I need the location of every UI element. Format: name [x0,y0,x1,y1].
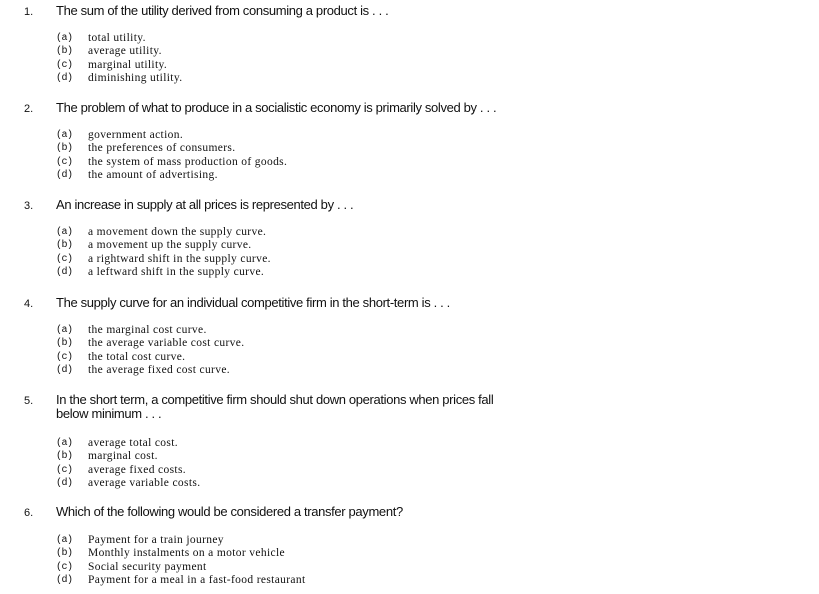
option-text: Payment for a meal in a fast-food restaurant [88,574,306,587]
option-d [56,364,456,377]
option-c [56,464,456,477]
option-list [56,534,456,588]
question-number: 1. [24,6,34,18]
option-text: Monthly instalments on a motor vehicle [88,547,285,560]
option-c [56,561,456,574]
option-d [56,266,456,279]
question-text: Which of the following would be considered a transfer payment? [56,504,403,519]
option-a [56,534,456,547]
option-label: (b) [56,338,73,350]
question-number: 6. [24,507,34,519]
option-d [56,72,456,85]
option-label: (b) [56,143,73,155]
option-b [56,45,456,58]
option-b [56,450,456,463]
option-text: a movement up the supply curve. [88,239,252,252]
option-text: total utility. [88,32,146,44]
option-label: (a) [56,130,73,141]
option-text: Payment for a train journey [88,534,224,546]
option-label: (a) [56,535,73,546]
option-text: government action. [88,129,184,141]
option-label: (d) [56,73,73,85]
option-c [56,156,456,169]
option-list [56,437,456,491]
option-text: average fixed costs. [88,463,187,476]
option-b [56,547,456,560]
option-label: (c) [56,464,73,476]
option-text: the average variable cost curve. [88,337,245,350]
option-text: the total cost curve. [88,350,186,363]
option-text: marginal utility. [88,58,168,71]
option-a [56,226,456,239]
question-text: The problem of what to produce in a socialistic economy is primarily solved by . . . [56,100,497,115]
option-label: (a) [56,325,73,336]
option-text: diminishing utility. [88,72,183,85]
question-number: 2. [24,103,34,115]
option-label: (b) [56,451,73,463]
option-text: marginal cost. [88,450,158,463]
option-d [56,169,456,182]
option-text: a movement down the supply curve. [88,226,267,238]
option-label: (c) [56,351,73,363]
option-text: a rightward shift in the supply curve. [88,252,271,265]
option-c [56,253,456,266]
question-number: 3. [24,200,34,212]
option-d [56,477,456,490]
option-text: average variable costs. [88,477,201,490]
option-d [56,574,456,587]
option-text: average total cost. [88,437,178,449]
option-label: (a) [56,227,73,238]
option-label: (d) [56,365,73,377]
option-label: (b) [56,548,73,560]
option-label: (b) [56,240,73,252]
option-label: (d) [56,170,73,182]
option-b [56,239,456,252]
option-b [56,142,456,155]
option-a [56,129,456,142]
question-number: 5. [24,395,34,407]
option-label: (c) [56,253,73,265]
option-text: Social security payment [88,560,207,573]
option-text: the amount of advertising. [88,169,218,182]
option-label: (d) [56,267,73,279]
option-text: the system of mass production of goods. [88,155,288,168]
option-list [56,32,456,86]
option-label: (d) [56,478,73,490]
option-text: the preferences of consumers. [88,142,236,155]
option-text: average utility. [88,45,162,58]
question-text: In the short term, a competitive firm should shut down operations when prices fall below minimum . . . [56,392,494,421]
question-text: The supply curve for an individual competitive firm in the short-term is . . . [56,295,450,310]
option-list [56,324,456,378]
option-label: (d) [56,575,73,587]
option-label: (c) [56,156,73,168]
option-c [56,59,456,72]
option-label: (c) [56,59,73,71]
question-text: An increase in supply at all prices is represented by . . . [56,197,354,212]
option-a [56,32,456,45]
option-b [56,337,456,350]
option-label: (c) [56,561,73,573]
option-label: (a) [56,33,73,44]
option-list [56,129,456,183]
option-text: the average fixed cost curve. [88,364,231,377]
option-a [56,437,456,450]
option-text: the marginal cost curve. [88,324,207,336]
option-label: (a) [56,438,73,449]
option-label: (b) [56,46,73,58]
option-text: a leftward shift in the supply curve. [88,266,265,279]
option-a [56,324,456,337]
option-list [56,226,456,280]
question-number: 4. [24,298,34,310]
option-c [56,351,456,364]
question-text: The sum of the utility derived from consuming a product is . . . [56,3,389,18]
